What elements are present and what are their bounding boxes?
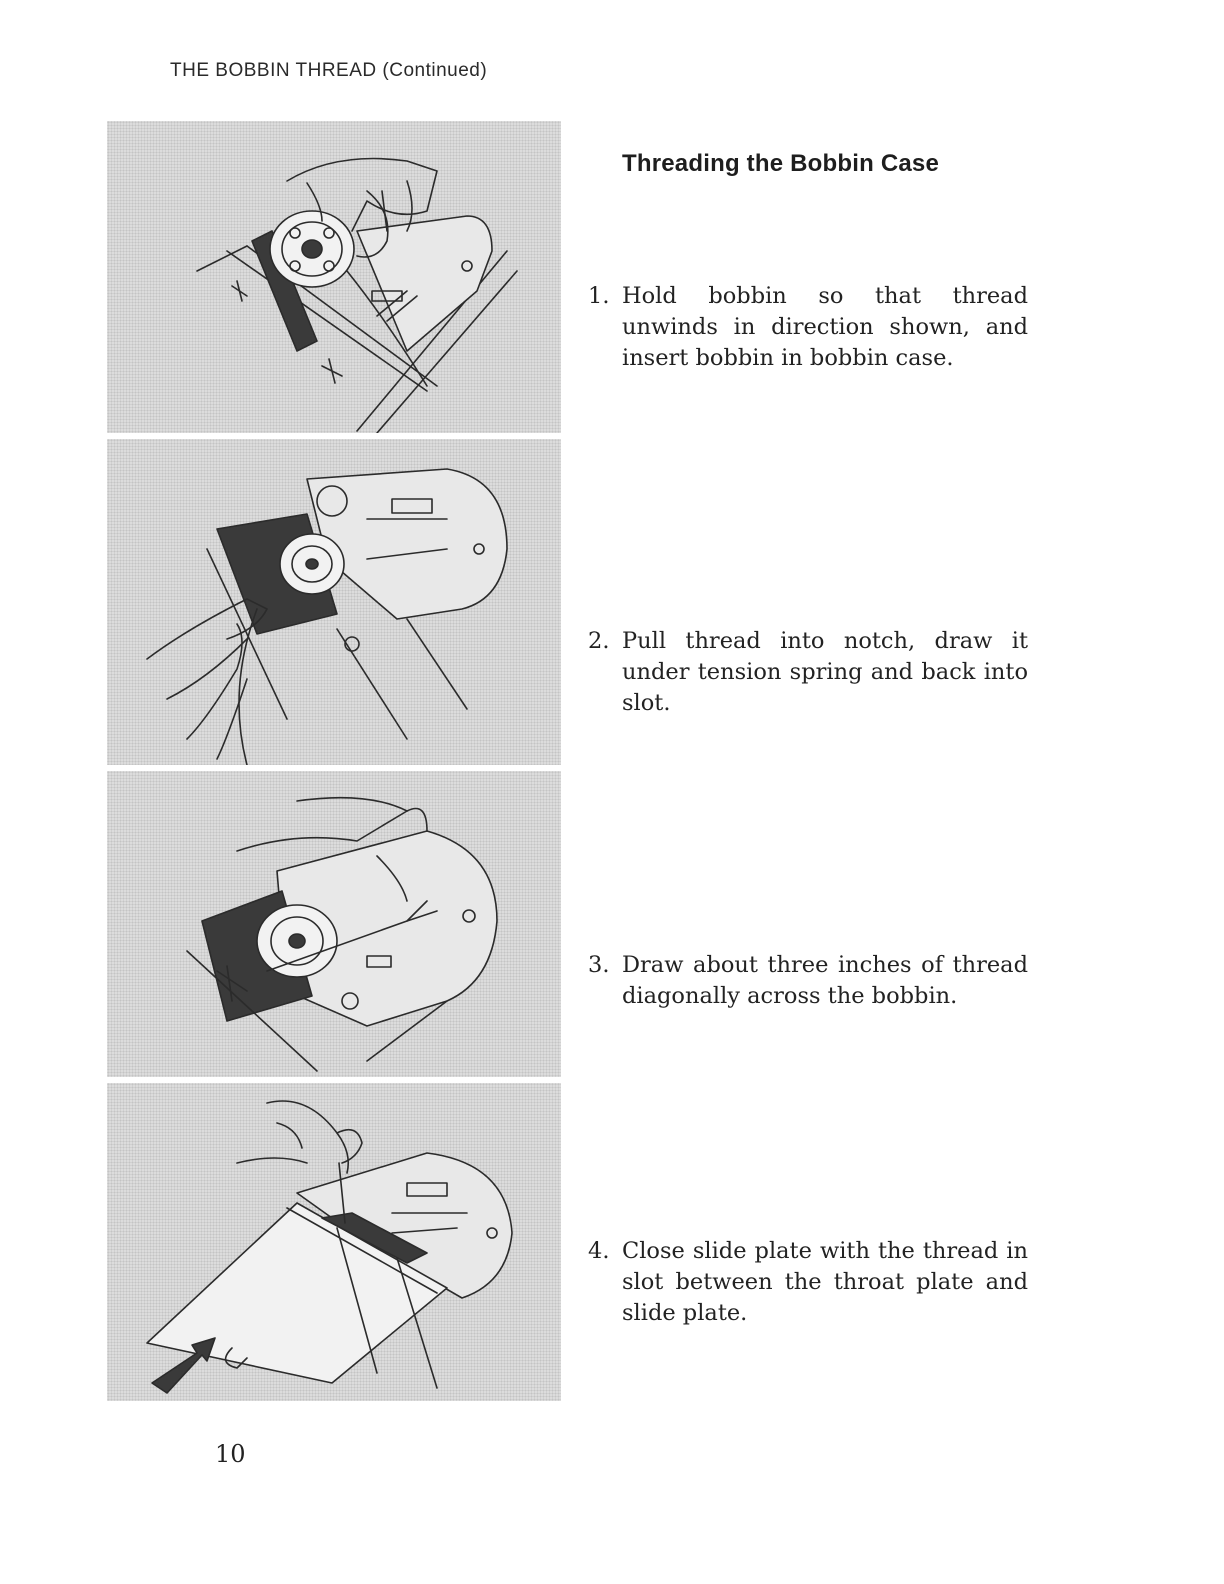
step-number: 4. — [588, 1238, 610, 1264]
step-4 — [588, 1236, 1028, 1329]
step-2 — [588, 626, 1028, 719]
step-number: 2. — [588, 628, 610, 654]
close-slide-plate-drawing — [107, 1083, 561, 1401]
illustration-step-4 — [107, 1083, 561, 1401]
step-1 — [588, 281, 1028, 374]
thread-across-bobbin-drawing — [107, 771, 561, 1077]
step-text: Pull thread into notch, draw it under tension spring and back into slot. — [622, 628, 1028, 716]
thread-into-notch-drawing — [107, 439, 561, 765]
step-number: 3. — [588, 952, 610, 978]
step-text: Hold bobbin so that thread unwinds in direction shown, and insert bobbin in bobbin case. — [622, 283, 1028, 371]
illustration-step-2 — [107, 439, 561, 765]
step-3 — [588, 950, 1028, 1012]
step-text: Close slide plate with the thread in slot between the throat plate and slide plate. — [622, 1238, 1028, 1326]
insert-bobbin-drawing — [107, 121, 561, 433]
step-text: Draw about three inches of thread diagonally across the bobbin. — [622, 952, 1028, 1009]
section-heading: Threading the Bobbin Case — [622, 150, 940, 177]
illustration-step-3 — [107, 771, 561, 1077]
illustration-step-1 — [107, 121, 561, 433]
running-head: THE BOBBIN THREAD (Continued) — [170, 60, 488, 81]
page-number: 10 — [215, 1440, 246, 1468]
step-number: 1. — [588, 283, 610, 309]
